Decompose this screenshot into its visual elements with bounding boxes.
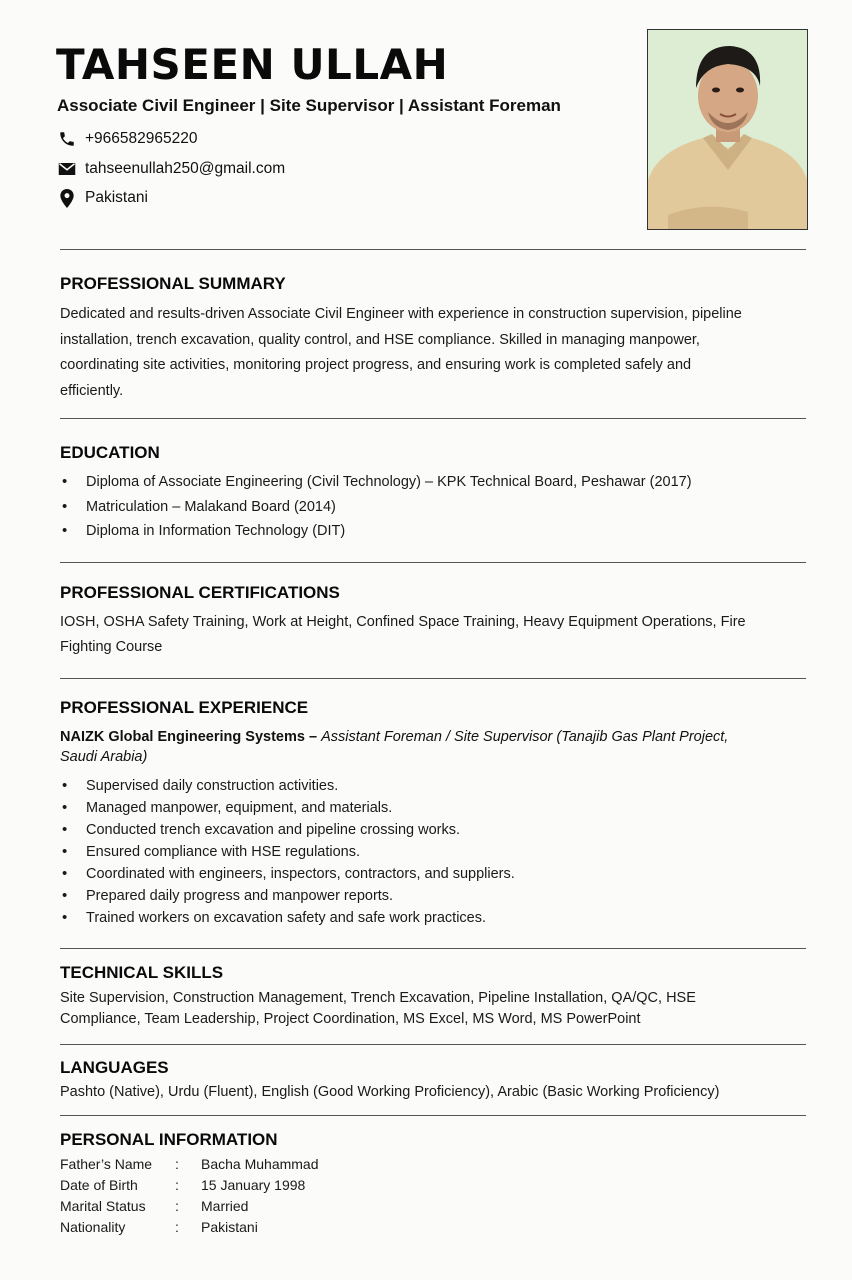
field-label: Marital Status xyxy=(60,1198,146,1214)
contact-phone xyxy=(57,129,198,149)
experience-heading: PROFESSIONAL EXPERIENCE xyxy=(60,698,309,717)
list-item: • Coordinated with engineers, inspectors, contractors, and suppliers. xyxy=(60,863,515,885)
field-label: Father’s Name xyxy=(60,1156,153,1172)
divider xyxy=(60,418,806,419)
divider xyxy=(60,1044,806,1045)
contact-nationality xyxy=(57,188,148,208)
languages-text: Pashto (Native), Urdu (Fluent), English (Good Working Proficiency), Arabic (Basic Working Proficiency) xyxy=(60,1084,720,1100)
languages-heading: LANGUAGES xyxy=(60,1058,169,1077)
list-item: • Conducted trench excavation and pipeline crossing works. xyxy=(60,819,515,841)
email-address[interactable]: tahseenullah250@gmail.com xyxy=(85,160,286,177)
personal-info-heading: PERSONAL INFORMATION xyxy=(60,1130,278,1149)
field-label: Date of Birth xyxy=(60,1177,138,1193)
summary-text: Dedicated and results-driven Associate Civil Engineer with experience in construction supervision, pipeline installation, trench excavation, quality control, and HSE compliance. Skilled in managing manpower, coordinating site activities, monitoring project progress, and ensuring work is completed safely and efficiently. xyxy=(60,306,742,399)
field-separator: : xyxy=(175,1177,179,1193)
education-heading: EDUCATION xyxy=(60,443,160,462)
divider xyxy=(60,562,806,563)
experience-position xyxy=(60,727,750,767)
divider xyxy=(60,1115,806,1116)
company-name: NAIZK Global Engineering Systems – xyxy=(60,729,322,745)
personal-info-row xyxy=(60,1196,319,1217)
field-separator: : xyxy=(175,1219,179,1235)
personal-info-row xyxy=(60,1154,319,1175)
list-item: • Ensured compliance with HSE regulations. xyxy=(60,841,515,863)
field-value: Married xyxy=(201,1198,249,1214)
list-item: • Diploma in Information Technology (DIT) xyxy=(60,519,692,544)
list-item: • Trained workers on excavation safety and safe work practices. xyxy=(60,907,515,929)
envelope-icon xyxy=(57,159,77,179)
location-pin-icon xyxy=(57,188,77,208)
field-separator: : xyxy=(175,1156,179,1172)
field-value: Bacha Muhammad xyxy=(201,1156,319,1172)
list-item: • Matriculation – Malakand Board (2014) xyxy=(60,495,692,520)
certifications-text: IOSH, OSHA Safety Training, Work at Height, Confined Space Training, Heavy Equipment Operations, Fire Fighting Course xyxy=(60,614,746,655)
divider xyxy=(60,948,806,949)
phone-number[interactable]: +966582965220 xyxy=(85,130,198,147)
nationality-text: Pakistani xyxy=(85,189,148,206)
contact-email xyxy=(57,159,285,179)
personal-info-table xyxy=(60,1154,319,1238)
divider xyxy=(60,678,806,679)
experience-list xyxy=(60,775,515,929)
phone-icon xyxy=(57,129,77,149)
candidate-name: TAHSEEN ULLAH xyxy=(56,40,449,89)
list-item: • Diploma of Associate Engineering (Civil Technology) – KPK Technical Board, Peshawar (2017) xyxy=(60,470,692,495)
list-item: • Managed manpower, equipment, and materials. xyxy=(60,797,515,819)
skills-heading: TECHNICAL SKILLS xyxy=(60,963,224,982)
divider xyxy=(60,249,806,250)
list-item: • Supervised daily construction activities. xyxy=(60,775,515,797)
personal-info-row xyxy=(60,1217,319,1238)
field-label: Nationality xyxy=(60,1219,126,1235)
personal-info-row xyxy=(60,1175,319,1196)
field-separator: : xyxy=(175,1198,179,1214)
certifications-heading: PROFESSIONAL CERTIFICATIONS xyxy=(60,583,340,602)
job-titles: Associate Civil Engineer | Site Supervisor | Assistant Foreman xyxy=(57,96,561,115)
education-list xyxy=(60,470,692,544)
list-item: • Prepared daily progress and manpower reports. xyxy=(60,885,515,907)
field-value: 15 January 1998 xyxy=(201,1177,306,1193)
profile-photo xyxy=(647,29,808,230)
skills-text: Site Supervision, Construction Management, Trench Excavation, Pipeline Installation, QA/QC, HSE Compliance, Team Leadership, Project Coordination, MS Excel, MS Word, MS PowerPoint xyxy=(60,990,696,1027)
job-role: Assistant Foreman / Site Supervisor (Tanajib Gas Plant Project, Saudi Arabia) xyxy=(60,729,729,765)
summary-heading: PROFESSIONAL SUMMARY xyxy=(60,274,286,293)
field-value: Pakistani xyxy=(201,1219,258,1235)
